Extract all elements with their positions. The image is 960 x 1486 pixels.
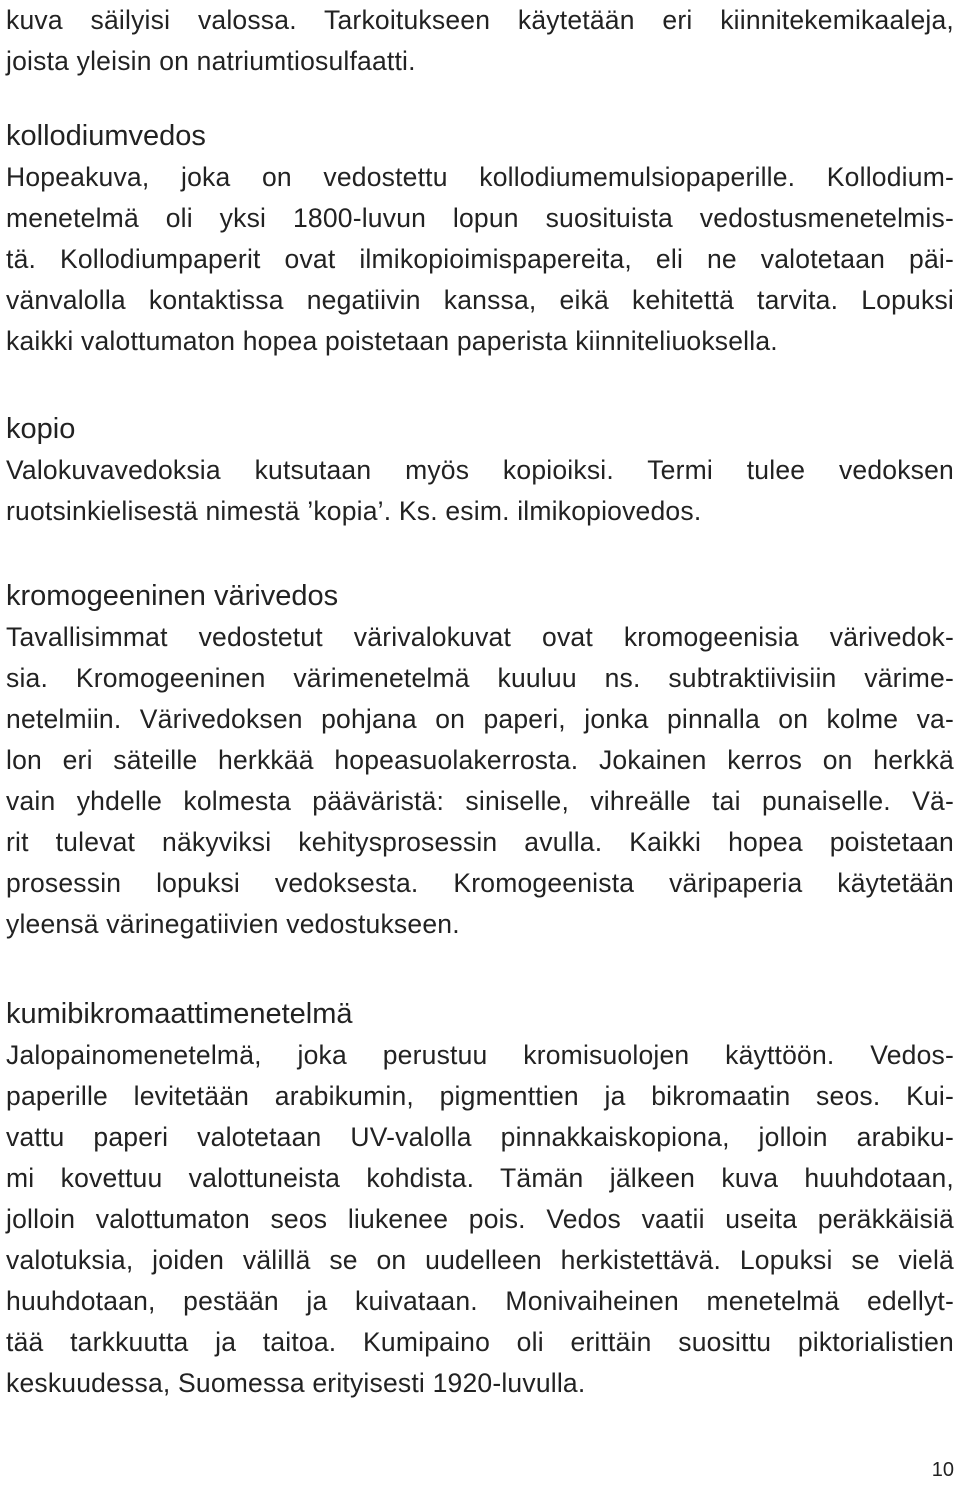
text-line: kuva säilyisi valossa. Tarkoitukseen käytetään eri kiinnitekemikaaleja, <box>6 5 954 35</box>
text-line: vain yhdelle kolmesta pääväristä: siniselle, vihreälle tai punaiselle. Vä- <box>6 786 954 816</box>
text-line: huuhdotaan, pestään ja kuivataan. Monivaiheinen menetelmä edellyt- <box>6 1286 954 1316</box>
text-line: yleensä värinegatiivien vedostukseen. <box>6 909 460 939</box>
text-line: keskuudessa, Suomessa erityisesti 1920-luvulla. <box>6 1368 586 1398</box>
text-line: netelmiin. Värivedoksen pohjana on paperi, jonka pinnalla on kolme va- <box>6 704 954 734</box>
text-line: ruotsinkielisestä nimestä ’kopia’. Ks. esim. ilmikopiovedos. <box>6 496 702 526</box>
text-line: joista yleisin on natriumtiosulfaatti. <box>6 46 416 76</box>
entry-kumibikromaattimenetelma <box>6 994 954 1404</box>
text-line: menetelmä oli yksi 1800-luvun lopun suosituista vedostusmenetelmis- <box>6 203 954 233</box>
intro-paragraph <box>6 0 954 82</box>
text-line: prosessin lopuksi vedoksesta. Kromogeenista väripaperia käytetään <box>6 868 954 898</box>
entry-kollodiumvedos <box>6 116 954 362</box>
text-line: vänvalolla kontaktissa negatiivin kanssa, eikä kehitettä tarvita. Lopuksi <box>6 285 954 315</box>
entry-term: kollodiumvedos <box>6 120 206 152</box>
text-line: sia. Kromogeeninen värimenetelmä kuuluu ns. subtraktiivisiin värime- <box>6 663 954 693</box>
entry-term: kromogeeninen värivedos <box>6 580 339 612</box>
text-line: tää tarkkuutta ja taitoa. Kumipaino oli erittäin suosittu piktorialistien <box>6 1327 954 1357</box>
text-line: rit tulevat näkyviksi kehitysprosessin avulla. Kaikki hopea poistetaan <box>6 827 954 857</box>
text-line: tä. Kollodiumpaperit ovat ilmikopioimispapereita, eli ne valotetaan päi- <box>6 244 954 274</box>
entry-term: kopio <box>6 413 76 445</box>
text-line: valotuksia, joiden välillä se on uudelleen herkistettävä. Lopuksi se vielä <box>6 1245 954 1275</box>
text-line: vattu paperi valotetaan UV-valolla pinnakkaiskopiona, jolloin arabiku- <box>6 1122 954 1152</box>
entry-kromogeeninen-varivedos <box>6 576 954 945</box>
text-line: Tavallisimmat vedostetut värivalokuvat ovat kromogeenisia värivedok- <box>6 622 954 652</box>
text-line: Jalopainomenetelmä, joka perustuu kromisuolojen käyttöön. Vedos- <box>6 1040 954 1070</box>
text-line: kaikki valottumaton hopea poistetaan paperista kiinniteliuoksella. <box>6 326 778 356</box>
text-line: Hopeakuva, joka on vedostettu kollodiumemulsiopaperille. Kollodium- <box>6 162 954 192</box>
page-number: 10 <box>931 1459 954 1481</box>
text-line: mi kovettuu valottuneista kohdista. Tämän jälkeen kuva huuhdotaan, <box>6 1163 954 1193</box>
text-line: paperille levitetään arabikumin, pigmenttien ja bikromaatin seos. Kui- <box>6 1081 954 1111</box>
text-line: jolloin valottumaton seos liukenee pois. Vedos vaatii useita peräkkäisiä <box>6 1204 954 1234</box>
entry-kopio <box>6 409 954 532</box>
text-line: lon eri säteille herkkää hopeasuolakerrosta. Jokainen kerros on herkkä <box>6 745 954 775</box>
entry-term: kumibikromaattimenetelmä <box>6 998 353 1030</box>
text-line: Valokuvavedoksia kutsutaan myös kopioiksi. Termi tulee vedoksen <box>6 455 954 485</box>
